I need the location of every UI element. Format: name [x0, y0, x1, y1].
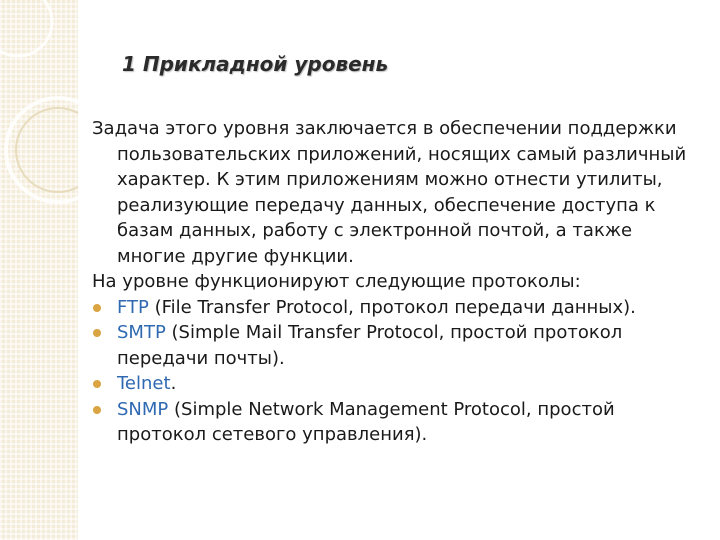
- bullet-icon: [93, 406, 101, 414]
- protocol-description: (Simple Network Management Protocol, простой протокол сетевого управления).: [117, 398, 615, 445]
- protocol-name: SMTP: [117, 322, 166, 343]
- protocol-name: SNMP: [117, 398, 169, 420]
- bullet-icon: [93, 304, 101, 312]
- bullet-icon: [93, 329, 101, 337]
- protocol-item-ftp: [92, 295, 704, 321]
- slide-title: 1 Прикладной уровень: [122, 52, 389, 76]
- protocol-description: (File Transfer Protocol, протокол передачи данных).: [148, 296, 636, 318]
- protocols-intro: На уровне функционируют следующие протоколы:: [92, 271, 581, 292]
- protocol-name: FTP: [117, 296, 149, 318]
- protocol-description: .: [170, 373, 177, 394]
- protocol-item-snmp: [92, 397, 704, 448]
- bullet-icon: [93, 380, 101, 388]
- protocol-item-telnet: [92, 371, 704, 397]
- task-paragraph: Задача этого уровня заключается в обеспечении поддержки пользовательских приложений, носящих самый различный характер. К этим приложениям можно отнести утилиты, реализующие передачу данных, обеспечение доступа к базам данных, работу с электронной почтой, а также многие другие функции.: [92, 118, 687, 267]
- protocol-description: (Simple Mail Transfer Protocol, простой протокол передачи почты).: [117, 322, 623, 369]
- decorative-side-band: [0, 0, 78, 540]
- protocol-list: [92, 295, 704, 448]
- protocol-item-smtp: [92, 320, 704, 371]
- protocol-name: Telnet: [117, 373, 171, 394]
- decorative-circles: [0, 0, 78, 540]
- slide-content: [92, 116, 704, 448]
